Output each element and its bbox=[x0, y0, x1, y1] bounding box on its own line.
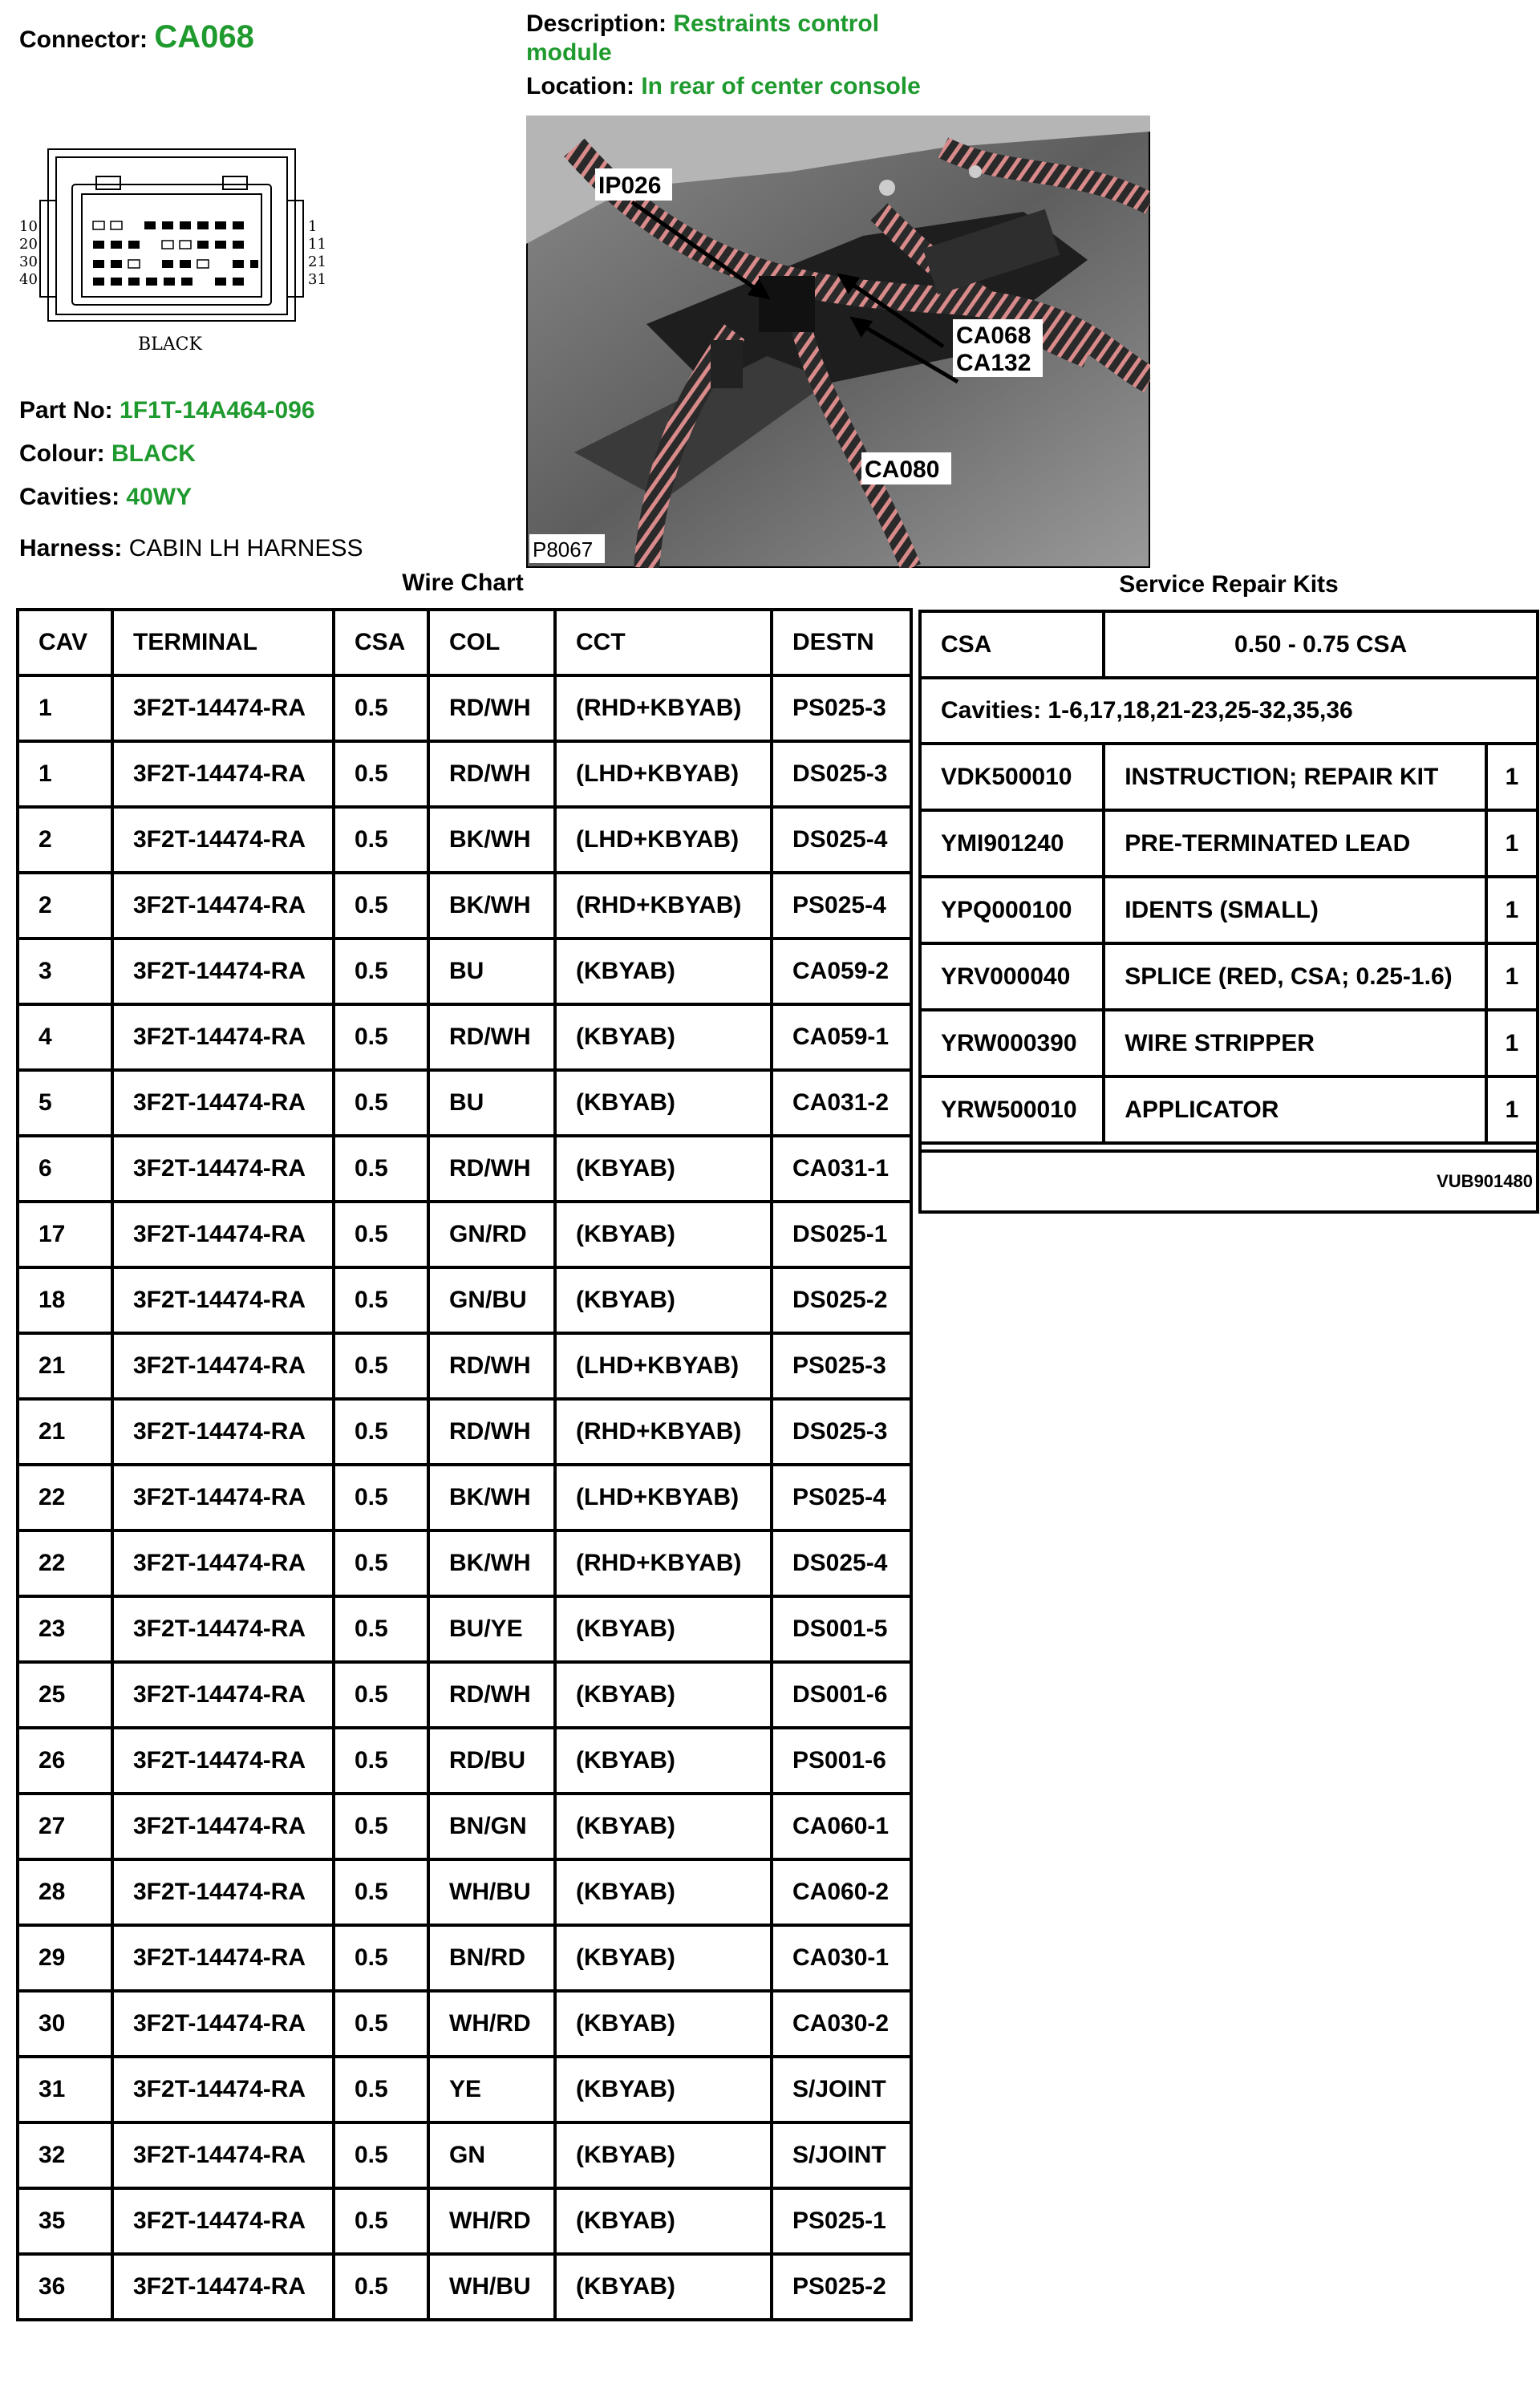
cell-destn: CA060-1 bbox=[772, 1794, 911, 1859]
cell-col: BK/WH bbox=[428, 873, 555, 938]
pin-label-11: 11 bbox=[308, 236, 326, 253]
cell-terminal: 3F2T-14474-RA bbox=[112, 873, 334, 938]
cell-destn: CA031-1 bbox=[772, 1136, 911, 1202]
connector-header bbox=[19, 19, 254, 55]
kit-description: IDENTS (SMALL) bbox=[1104, 877, 1485, 943]
cell-destn: CA060-2 bbox=[772, 1859, 911, 1925]
cell-cav: 31 bbox=[18, 2057, 112, 2122]
cell-csa: 0.5 bbox=[334, 2122, 428, 2188]
cell-destn: CA059-2 bbox=[772, 938, 911, 1004]
cavities-value: 40WY bbox=[126, 484, 192, 510]
cell-cav: 2 bbox=[18, 807, 112, 873]
col-header-csa: CSA bbox=[334, 610, 428, 675]
cell-col: WH/RD bbox=[428, 2188, 555, 2254]
cell-cav: 36 bbox=[18, 2254, 112, 2320]
cell-csa: 0.5 bbox=[334, 938, 428, 1004]
cell-col: BN/RD bbox=[428, 1925, 555, 1991]
col-header-terminal: TERMINAL bbox=[112, 610, 334, 675]
cell-terminal: 3F2T-14474-RA bbox=[112, 1004, 334, 1070]
kit-description: APPLICATOR bbox=[1104, 1076, 1485, 1143]
harness-label: Harness: bbox=[19, 535, 123, 561]
cell-cct: (KBYAB) bbox=[555, 1267, 772, 1333]
cell-cav: 35 bbox=[18, 2188, 112, 2254]
cell-cav: 29 bbox=[18, 1925, 112, 1991]
table-row bbox=[18, 1991, 911, 2057]
cell-terminal: 3F2T-14474-RA bbox=[112, 1662, 334, 1728]
harness-value: CABIN LH HARNESS bbox=[128, 535, 363, 561]
cell-col: GN/BU bbox=[428, 1267, 555, 1333]
csa-row bbox=[920, 611, 1538, 678]
kit-quantity: 1 bbox=[1486, 877, 1538, 943]
cell-destn: PS025-2 bbox=[772, 2254, 911, 2320]
cell-cct: (KBYAB) bbox=[555, 2254, 772, 2320]
cell-csa: 0.5 bbox=[334, 1662, 428, 1728]
cell-cct: (RHD+KBYAB) bbox=[555, 1399, 772, 1465]
cavities-line bbox=[19, 483, 192, 512]
colour-value: BLACK bbox=[111, 440, 196, 467]
cell-terminal: 3F2T-14474-RA bbox=[112, 1728, 334, 1794]
cell-col: RD/WH bbox=[428, 741, 555, 807]
pin-label-30: 30 bbox=[19, 253, 38, 270]
cell-destn: DS025-2 bbox=[772, 1267, 911, 1333]
cavities-label: Cavities: bbox=[19, 484, 120, 510]
cell-cct: (KBYAB) bbox=[555, 2057, 772, 2122]
pin-label-20: 20 bbox=[19, 236, 38, 253]
part-no-line bbox=[19, 396, 315, 425]
kit-row bbox=[920, 1010, 1538, 1076]
cell-col: BK/WH bbox=[428, 1530, 555, 1596]
colour-line bbox=[19, 440, 196, 468]
cell-cct: (KBYAB) bbox=[555, 1202, 772, 1267]
description-value: Restraints control bbox=[673, 10, 880, 37]
description-label: Description: bbox=[526, 10, 667, 37]
kit-quantity: 1 bbox=[1486, 943, 1538, 1010]
kit-cavities-row bbox=[920, 678, 1538, 744]
cell-cav: 22 bbox=[18, 1465, 112, 1530]
table-row bbox=[18, 1070, 911, 1136]
cell-terminal: 3F2T-14474-RA bbox=[112, 1530, 334, 1596]
cell-terminal: 3F2T-14474-RA bbox=[112, 938, 334, 1004]
cell-col: GN bbox=[428, 2122, 555, 2188]
cell-terminal: 3F2T-14474-RA bbox=[112, 1070, 334, 1136]
cell-terminal: 3F2T-14474-RA bbox=[112, 741, 334, 807]
table-row bbox=[18, 2188, 911, 2254]
cell-col: WH/BU bbox=[428, 2254, 555, 2320]
pin-label-21: 21 bbox=[308, 253, 326, 270]
cell-csa: 0.5 bbox=[334, 1004, 428, 1070]
kit-spacer-row bbox=[920, 1143, 1538, 1151]
cell-destn: DS001-6 bbox=[772, 1662, 911, 1728]
cell-csa: 0.5 bbox=[334, 1202, 428, 1267]
cell-destn: PS025-4 bbox=[772, 1465, 911, 1530]
cell-csa: 0.5 bbox=[334, 1728, 428, 1794]
cell-cct: (KBYAB) bbox=[555, 1596, 772, 1662]
cell-cct: (KBYAB) bbox=[555, 1794, 772, 1859]
cell-cct: (LHD+KBYAB) bbox=[555, 1465, 772, 1530]
cell-col: BK/WH bbox=[428, 807, 555, 873]
description-line-1 bbox=[526, 10, 879, 39]
location-value: In rear of center console bbox=[641, 73, 921, 99]
connector-colour-caption: BLACK bbox=[138, 334, 202, 355]
wire-chart-body bbox=[18, 675, 911, 2320]
table-row bbox=[18, 1465, 911, 1530]
cell-cav: 30 bbox=[18, 1991, 112, 2057]
kit-row bbox=[920, 810, 1538, 877]
cell-csa: 0.5 bbox=[334, 1530, 428, 1596]
photo-id: P8067 bbox=[533, 537, 594, 561]
table-row bbox=[18, 938, 911, 1004]
cell-col: BU bbox=[428, 1070, 555, 1136]
cell-cav: 18 bbox=[18, 1267, 112, 1333]
table-row bbox=[18, 1004, 911, 1070]
kit-spacer bbox=[920, 1143, 1538, 1151]
cell-destn: PS025-1 bbox=[772, 2188, 911, 2254]
cell-csa: 0.5 bbox=[334, 2057, 428, 2122]
cell-terminal: 3F2T-14474-RA bbox=[112, 675, 334, 741]
cell-cav: 2 bbox=[18, 873, 112, 938]
cell-csa: 0.5 bbox=[334, 873, 428, 938]
cell-csa: 0.5 bbox=[334, 675, 428, 741]
kit-cavities-text: Cavities: 1-6,17,18,21-23,25-32,35,36 bbox=[920, 678, 1538, 744]
cell-cct: (KBYAB) bbox=[555, 1136, 772, 1202]
cell-cav: 17 bbox=[18, 1202, 112, 1267]
location-label: Location: bbox=[526, 73, 634, 99]
callout-ip026: IP026 bbox=[598, 172, 662, 199]
kit-part-number: YRW500010 bbox=[920, 1076, 1104, 1143]
cell-terminal: 3F2T-14474-RA bbox=[112, 2254, 334, 2320]
kit-description: WIRE STRIPPER bbox=[1104, 1010, 1485, 1076]
kit-part-number: YMI901240 bbox=[920, 810, 1104, 877]
cell-col: RD/WH bbox=[428, 675, 555, 741]
cell-destn: PS025-4 bbox=[772, 873, 911, 938]
kit-row bbox=[920, 877, 1538, 943]
kit-description: SPLICE (RED, CSA; 0.25-1.6) bbox=[1104, 943, 1485, 1010]
kit-part-number: YRW000390 bbox=[920, 1010, 1104, 1076]
cell-terminal: 3F2T-14474-RA bbox=[112, 2122, 334, 2188]
kit-part-number: YRV000040 bbox=[920, 943, 1104, 1010]
cell-terminal: 3F2T-14474-RA bbox=[112, 1465, 334, 1530]
table-row bbox=[18, 1202, 911, 1267]
cell-csa: 0.5 bbox=[334, 1333, 428, 1399]
table-row bbox=[18, 1399, 911, 1465]
kit-row bbox=[920, 1076, 1538, 1143]
connector-label: Connector: bbox=[19, 26, 148, 53]
cell-col: RD/WH bbox=[428, 1136, 555, 1202]
cell-destn: DS025-3 bbox=[772, 1399, 911, 1465]
cell-cav: 21 bbox=[18, 1333, 112, 1399]
cell-terminal: 3F2T-14474-RA bbox=[112, 2057, 334, 2122]
cell-csa: 0.5 bbox=[334, 1794, 428, 1859]
cell-col: RD/WH bbox=[428, 1399, 555, 1465]
cell-destn: DS025-4 bbox=[772, 1530, 911, 1596]
cell-cav: 5 bbox=[18, 1070, 112, 1136]
cell-terminal: 3F2T-14474-RA bbox=[112, 1399, 334, 1465]
wire-chart-header-row bbox=[18, 610, 911, 675]
table-row bbox=[18, 1596, 911, 1662]
kit-description: PRE-TERMINATED LEAD bbox=[1104, 810, 1485, 877]
callout-ca132: CA132 bbox=[956, 350, 1031, 376]
table-row bbox=[18, 1530, 911, 1596]
kit-quantity: 1 bbox=[1486, 810, 1538, 877]
cell-destn: DS025-4 bbox=[772, 807, 911, 873]
cell-terminal: 3F2T-14474-RA bbox=[112, 1991, 334, 2057]
pin-label-31: 31 bbox=[308, 271, 326, 288]
cell-col: YE bbox=[428, 2057, 555, 2122]
cell-csa: 0.5 bbox=[334, 741, 428, 807]
cell-csa: 0.5 bbox=[334, 1136, 428, 1202]
kit-part-number: YPQ000100 bbox=[920, 877, 1104, 943]
cell-cav: 21 bbox=[18, 1399, 112, 1465]
cell-cav: 1 bbox=[18, 741, 112, 807]
cell-csa: 0.5 bbox=[334, 1859, 428, 1925]
cell-terminal: 3F2T-14474-RA bbox=[112, 1202, 334, 1267]
table-row bbox=[18, 741, 911, 807]
cell-destn: CA030-2 bbox=[772, 1991, 911, 2057]
cell-cav: 28 bbox=[18, 1859, 112, 1925]
cell-cav: 4 bbox=[18, 1004, 112, 1070]
cell-csa: 0.5 bbox=[334, 2188, 428, 2254]
cell-col: RD/WH bbox=[428, 1004, 555, 1070]
table-row bbox=[18, 873, 911, 938]
cell-cav: 23 bbox=[18, 1596, 112, 1662]
kit-footer-code: VUB901480 bbox=[920, 1151, 1538, 1212]
cell-cct: (RHD+KBYAB) bbox=[555, 873, 772, 938]
cell-destn: S/JOINT bbox=[772, 2057, 911, 2122]
cell-col: BU bbox=[428, 938, 555, 1004]
cell-cav: 32 bbox=[18, 2122, 112, 2188]
kit-part-number: VDK500010 bbox=[920, 744, 1104, 810]
description-value-cont: module bbox=[526, 39, 612, 66]
cell-destn: CA031-2 bbox=[772, 1070, 911, 1136]
callout-ca068: CA068 bbox=[956, 322, 1031, 349]
colour-label: Colour: bbox=[19, 440, 105, 467]
pin-label-1: 1 bbox=[308, 218, 318, 235]
wire-chart-table bbox=[16, 608, 913, 2321]
service-kits-panel bbox=[918, 610, 1539, 1214]
cell-destn: PS025-3 bbox=[772, 1333, 911, 1399]
wire-chart-title: Wire Chart bbox=[402, 570, 524, 596]
table-row bbox=[18, 2254, 911, 2320]
cell-cct: (RHD+KBYAB) bbox=[555, 675, 772, 741]
cell-csa: 0.5 bbox=[334, 2254, 428, 2320]
cell-col: RD/BU bbox=[428, 1728, 555, 1794]
cell-destn: DS025-1 bbox=[772, 1202, 911, 1267]
cell-destn: S/JOINT bbox=[772, 2122, 911, 2188]
cell-col: WH/RD bbox=[428, 1991, 555, 2057]
cell-cav: 22 bbox=[18, 1530, 112, 1596]
cell-cav: 26 bbox=[18, 1728, 112, 1794]
table-row bbox=[18, 1794, 911, 1859]
table-row bbox=[18, 1728, 911, 1794]
cell-terminal: 3F2T-14474-RA bbox=[112, 1859, 334, 1925]
table-row bbox=[18, 1662, 911, 1728]
kit-footer-row bbox=[920, 1151, 1538, 1212]
cell-cct: (KBYAB) bbox=[555, 1728, 772, 1794]
cell-terminal: 3F2T-14474-RA bbox=[112, 807, 334, 873]
cell-cav: 27 bbox=[18, 1794, 112, 1859]
table-row bbox=[18, 2057, 911, 2122]
pin-label-10: 10 bbox=[19, 218, 38, 235]
cell-destn: DS001-5 bbox=[772, 1596, 911, 1662]
connector-face-diagram bbox=[16, 144, 329, 361]
cell-cct: (KBYAB) bbox=[555, 1925, 772, 1991]
cell-cct: (KBYAB) bbox=[555, 1004, 772, 1070]
cell-csa: 0.5 bbox=[334, 1267, 428, 1333]
cell-cct: (LHD+KBYAB) bbox=[555, 1333, 772, 1399]
cell-csa: 0.5 bbox=[334, 1596, 428, 1662]
cell-cct: (KBYAB) bbox=[555, 2188, 772, 2254]
cell-csa: 0.5 bbox=[334, 1399, 428, 1465]
cell-terminal: 3F2T-14474-RA bbox=[112, 1333, 334, 1399]
cell-cct: (LHD+KBYAB) bbox=[555, 807, 772, 873]
cell-terminal: 3F2T-14474-RA bbox=[112, 1136, 334, 1202]
cell-terminal: 3F2T-14474-RA bbox=[112, 1267, 334, 1333]
table-row bbox=[18, 1267, 911, 1333]
kit-description: INSTRUCTION; REPAIR KIT bbox=[1104, 744, 1485, 810]
cell-col: RD/WH bbox=[428, 1333, 555, 1399]
service-kits-table bbox=[918, 610, 1539, 1214]
cell-destn: PS001-6 bbox=[772, 1728, 911, 1794]
part-no-label: Part No: bbox=[19, 397, 113, 424]
cell-terminal: 3F2T-14474-RA bbox=[112, 1596, 334, 1662]
kit-quantity: 1 bbox=[1486, 1076, 1538, 1143]
cell-cav: 6 bbox=[18, 1136, 112, 1202]
cell-cct: (KBYAB) bbox=[555, 1991, 772, 2057]
cell-col: BK/WH bbox=[428, 1465, 555, 1530]
service-kits-title: Service Repair Kits bbox=[1119, 571, 1339, 598]
cell-csa: 0.5 bbox=[334, 1925, 428, 1991]
table-row bbox=[18, 1859, 911, 1925]
col-header-cct: CCT bbox=[555, 610, 772, 675]
cell-col: BU/YE bbox=[428, 1596, 555, 1662]
col-header-destn: DESTN bbox=[772, 610, 911, 675]
cell-col: BN/GN bbox=[428, 1794, 555, 1859]
cell-cav: 1 bbox=[18, 675, 112, 741]
csa-label: CSA bbox=[920, 611, 1104, 678]
cell-terminal: 3F2T-14474-RA bbox=[112, 2188, 334, 2254]
cell-cct: (RHD+KBYAB) bbox=[555, 1530, 772, 1596]
table-row bbox=[18, 1136, 911, 1202]
cell-cct: (KBYAB) bbox=[555, 1662, 772, 1728]
location-line bbox=[526, 72, 921, 101]
table-row bbox=[18, 1925, 911, 1991]
cell-destn: DS025-3 bbox=[772, 741, 911, 807]
col-header-cav: CAV bbox=[18, 610, 112, 675]
cell-cct: (KBYAB) bbox=[555, 1070, 772, 1136]
col-header-col: COL bbox=[428, 610, 555, 675]
cell-csa: 0.5 bbox=[334, 807, 428, 873]
harness-line bbox=[19, 534, 363, 563]
cell-csa: 0.5 bbox=[334, 1991, 428, 2057]
part-no-value: 1F1T-14A464-096 bbox=[120, 397, 315, 424]
cell-col: WH/BU bbox=[428, 1859, 555, 1925]
kit-row bbox=[920, 744, 1538, 810]
table-row bbox=[18, 2122, 911, 2188]
cell-cct: (LHD+KBYAB) bbox=[555, 741, 772, 807]
table-row bbox=[18, 675, 911, 741]
cell-csa: 0.5 bbox=[334, 1070, 428, 1136]
table-row bbox=[18, 807, 911, 873]
cell-cav: 3 bbox=[18, 938, 112, 1004]
cell-cct: (KBYAB) bbox=[555, 1859, 772, 1925]
kit-quantity: 1 bbox=[1486, 1010, 1538, 1076]
csa-value: 0.50 - 0.75 CSA bbox=[1104, 611, 1538, 678]
kit-quantity: 1 bbox=[1486, 744, 1538, 810]
connector-id: CA068 bbox=[154, 19, 254, 55]
cell-cct: (KBYAB) bbox=[555, 2122, 772, 2188]
location-photo bbox=[526, 116, 1150, 568]
table-row bbox=[18, 1333, 911, 1399]
cell-destn: CA030-1 bbox=[772, 1925, 911, 1991]
cell-col: GN/RD bbox=[428, 1202, 555, 1267]
cell-cav: 25 bbox=[18, 1662, 112, 1728]
pin-label-40: 40 bbox=[19, 271, 38, 288]
kit-row bbox=[920, 943, 1538, 1010]
cell-terminal: 3F2T-14474-RA bbox=[112, 1925, 334, 1991]
callout-ca080: CA080 bbox=[865, 456, 940, 483]
cell-cct: (KBYAB) bbox=[555, 938, 772, 1004]
cell-csa: 0.5 bbox=[334, 1465, 428, 1530]
cell-destn: CA059-1 bbox=[772, 1004, 911, 1070]
cell-terminal: 3F2T-14474-RA bbox=[112, 1794, 334, 1859]
cell-destn: PS025-3 bbox=[772, 675, 911, 741]
cell-col: RD/WH bbox=[428, 1662, 555, 1728]
